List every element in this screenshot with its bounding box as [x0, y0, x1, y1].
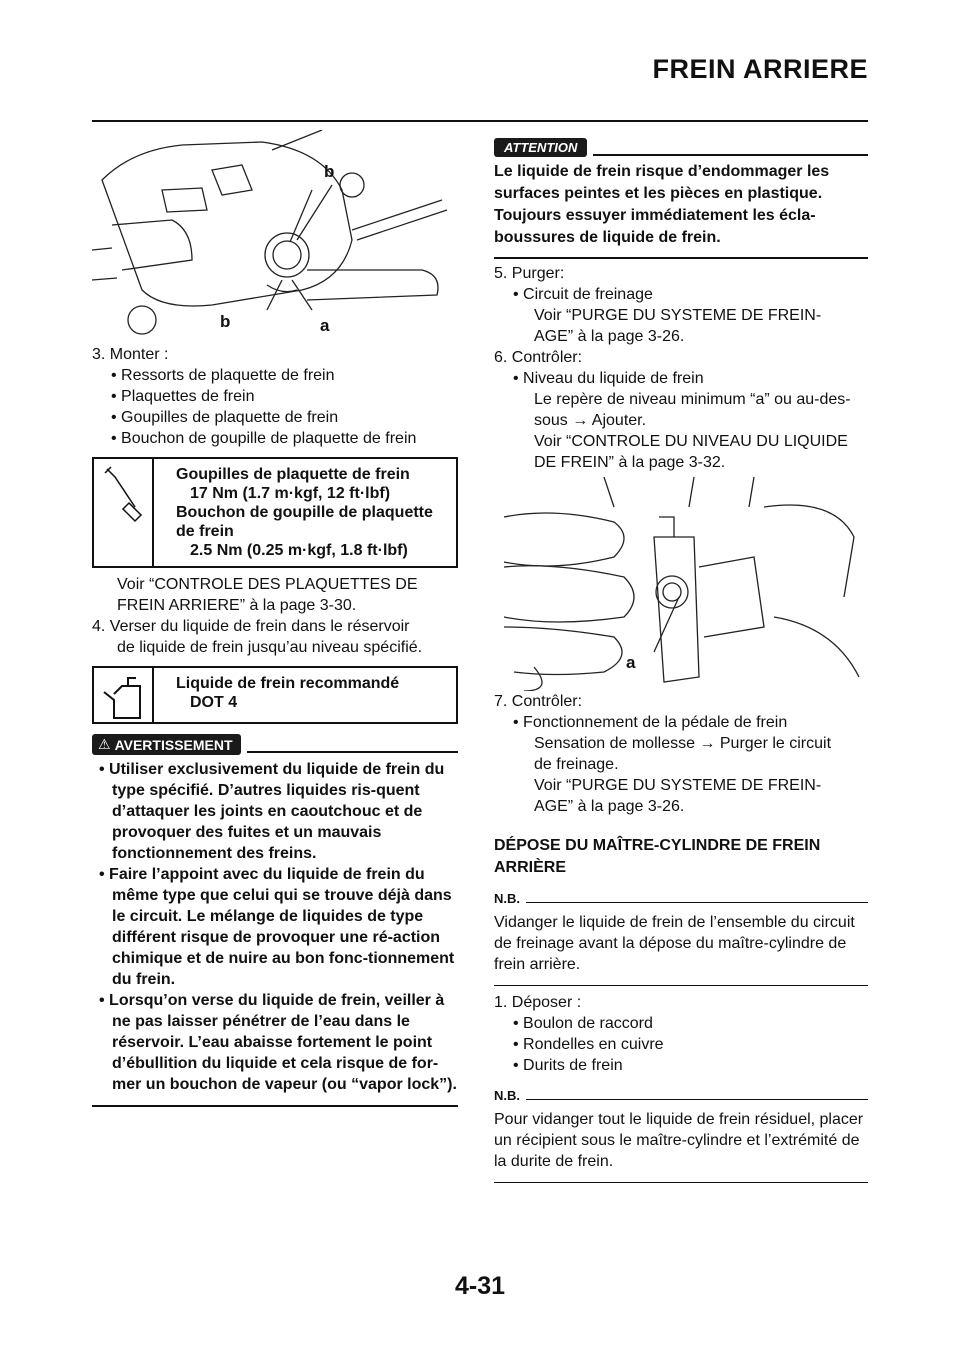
- header-rule: [92, 120, 868, 122]
- warning-item: • Lorsqu’on verse du liquide de frein, veiller à ne pas laisser pénétrer de l’eau dans le réservoir. L’eau abaisse fortement le point d’ébullition du liquide et cela risque de for-mer un bouchon de vapeur (ou “vapor lock”).: [99, 992, 457, 1093]
- figure-label-a: a: [320, 316, 330, 335]
- step-1: 1. Déposer :: [494, 994, 582, 1011]
- warning-badge: ⚠ AVERTISSEMENT: [92, 734, 241, 755]
- torque-wrench-icon: [94, 459, 154, 566]
- step-7-item: • Fonctionnement de la pédale de frein: [513, 714, 788, 731]
- step-4-cont: de liquide de frein jusqu’au niveau spécifié.: [117, 639, 423, 656]
- attention-badge: ATTENTION: [494, 138, 587, 157]
- warning-triangle-icon: ⚠: [98, 736, 111, 752]
- step-6: 6. Contrôler:: [494, 349, 583, 366]
- warning-header: [92, 734, 458, 755]
- page-number: 4-31: [454, 1272, 506, 1300]
- master-cylinder-illustration: [494, 477, 864, 691]
- warning-end-rule: [92, 1105, 458, 1107]
- section-title: DÉPOSE DU MAÎTRE-CYLINDRE DE FREIN ARRIÈRE: [494, 837, 821, 876]
- reference-text: Voir “PURGE DU SYSTEME DE FREIN-: [534, 307, 822, 324]
- step-6-item: • Niveau du liquide de frein: [513, 370, 704, 387]
- note-header: N.B.: [494, 1088, 868, 1103]
- step-6-text: sous → Ajouter.: [534, 412, 647, 429]
- step-3-item: • Goupilles de plaquette de frein: [111, 409, 339, 426]
- note-text: Vidanger le liquide de frein de l’ensemble du circuit de freinage avant la dépose du maître-cylindre de frein arrière.: [494, 914, 855, 973]
- reference-text: Voir “CONTROLE DES PLAQUETTES DE: [117, 576, 418, 593]
- figure-caliper: [92, 130, 458, 340]
- figure-label-b-top: b: [324, 162, 335, 181]
- reference-text: DE FREIN” à la page 3-32.: [534, 454, 726, 471]
- reference-text: AGE” à la page 3-26.: [534, 798, 685, 815]
- step-1-item: • Rondelles en cuivre: [513, 1036, 664, 1053]
- warning-item: • Utiliser exclusivement du liquide de frein du type spécifié. D’autres liquides ris-quent d’attaquer les joints en caoutchouc et de provoquer des fuites et un mauvais fonctionnement des freins.: [99, 761, 445, 862]
- spec-label: Bouchon de goupille de plaquette: [176, 504, 433, 521]
- step-5: 5. Purger:: [494, 265, 565, 282]
- step-3-item: • Ressorts de plaquette de frein: [111, 367, 335, 384]
- step-1-item: • Durits de frein: [513, 1057, 623, 1074]
- figure-label-b-bottom: b: [220, 312, 231, 331]
- step-7: 7. Contrôler:: [494, 693, 583, 710]
- step-3: 3. Monter :: [92, 346, 169, 363]
- note-end-rule: [494, 985, 868, 986]
- figure-master-cylinder: [494, 477, 868, 691]
- note-text: Pour vidanger tout le liquide de frein résiduel, placer un récipient sous le maître-cylindre et l’extrémité de la durite de frein.: [494, 1111, 864, 1170]
- step-3-item: • Plaquettes de frein: [111, 388, 255, 405]
- figure-label-a: a: [626, 653, 636, 672]
- reference-text: AGE” à la page 3-26.: [534, 328, 685, 345]
- note-end-rule: [494, 1182, 868, 1183]
- spec-label: Goupilles de plaquette de frein: [176, 466, 410, 483]
- spec-value: 2.5 Nm (0.25 m·kgf, 1.8 ft·lbf): [190, 542, 408, 559]
- page-header-title: FREIN ARRIERE: [652, 54, 868, 84]
- attention-header: [494, 138, 868, 157]
- reference-text: Voir “CONTROLE DU NIVEAU DU LIQUIDE: [534, 433, 848, 450]
- attention-end-rule: [494, 257, 868, 259]
- torque-spec-box: [92, 457, 458, 568]
- attention-text: Le liquide de frein risque d’endommager les surfaces peintes et les pièces en plastique. Toujours essuyer immédiatement les écla-boussures de liquide de frein.: [494, 163, 830, 246]
- step-6-text: Le repère de niveau minimum “a” ou au-des-: [534, 391, 851, 408]
- note-header: N.B.: [494, 891, 868, 906]
- spec-value: 17 Nm (1.7 m·kgf, 12 ft·lbf): [190, 485, 391, 502]
- spec-label: de frein: [176, 523, 234, 540]
- spec-value: DOT 4: [190, 694, 238, 711]
- step-7-text: Sensation de mollesse → Purger le circuit: [534, 735, 832, 752]
- right-column: [494, 130, 868, 1183]
- step-5-item: • Circuit de freinage: [513, 286, 653, 303]
- oil-can-icon: [94, 668, 154, 722]
- left-column: [92, 130, 458, 1107]
- step-7-text: de freinage.: [534, 756, 619, 773]
- spec-label: Liquide de frein recommandé: [176, 675, 400, 692]
- step-1-item: • Boulon de raccord: [513, 1015, 653, 1032]
- fluid-spec-box: [92, 666, 458, 724]
- reference-text: FREIN ARRIERE” à la page 3-30.: [117, 597, 357, 614]
- caliper-illustration: [92, 130, 452, 340]
- step-3-item: • Bouchon de goupille de plaquette de frein: [111, 430, 417, 447]
- step-4: 4. Verser du liquide de frein dans le réservoir: [92, 618, 410, 635]
- warning-item: • Faire l’appoint avec du liquide de frein du même type que celui qui se trouve déjà dans le circuit. Le mélange de liquides de type différent risque de provoquer une ré-action chimique et de nuire au bon fonc-tionnement du frein.: [99, 866, 455, 988]
- reference-text: Voir “PURGE DU SYSTEME DE FREIN-: [534, 777, 822, 794]
